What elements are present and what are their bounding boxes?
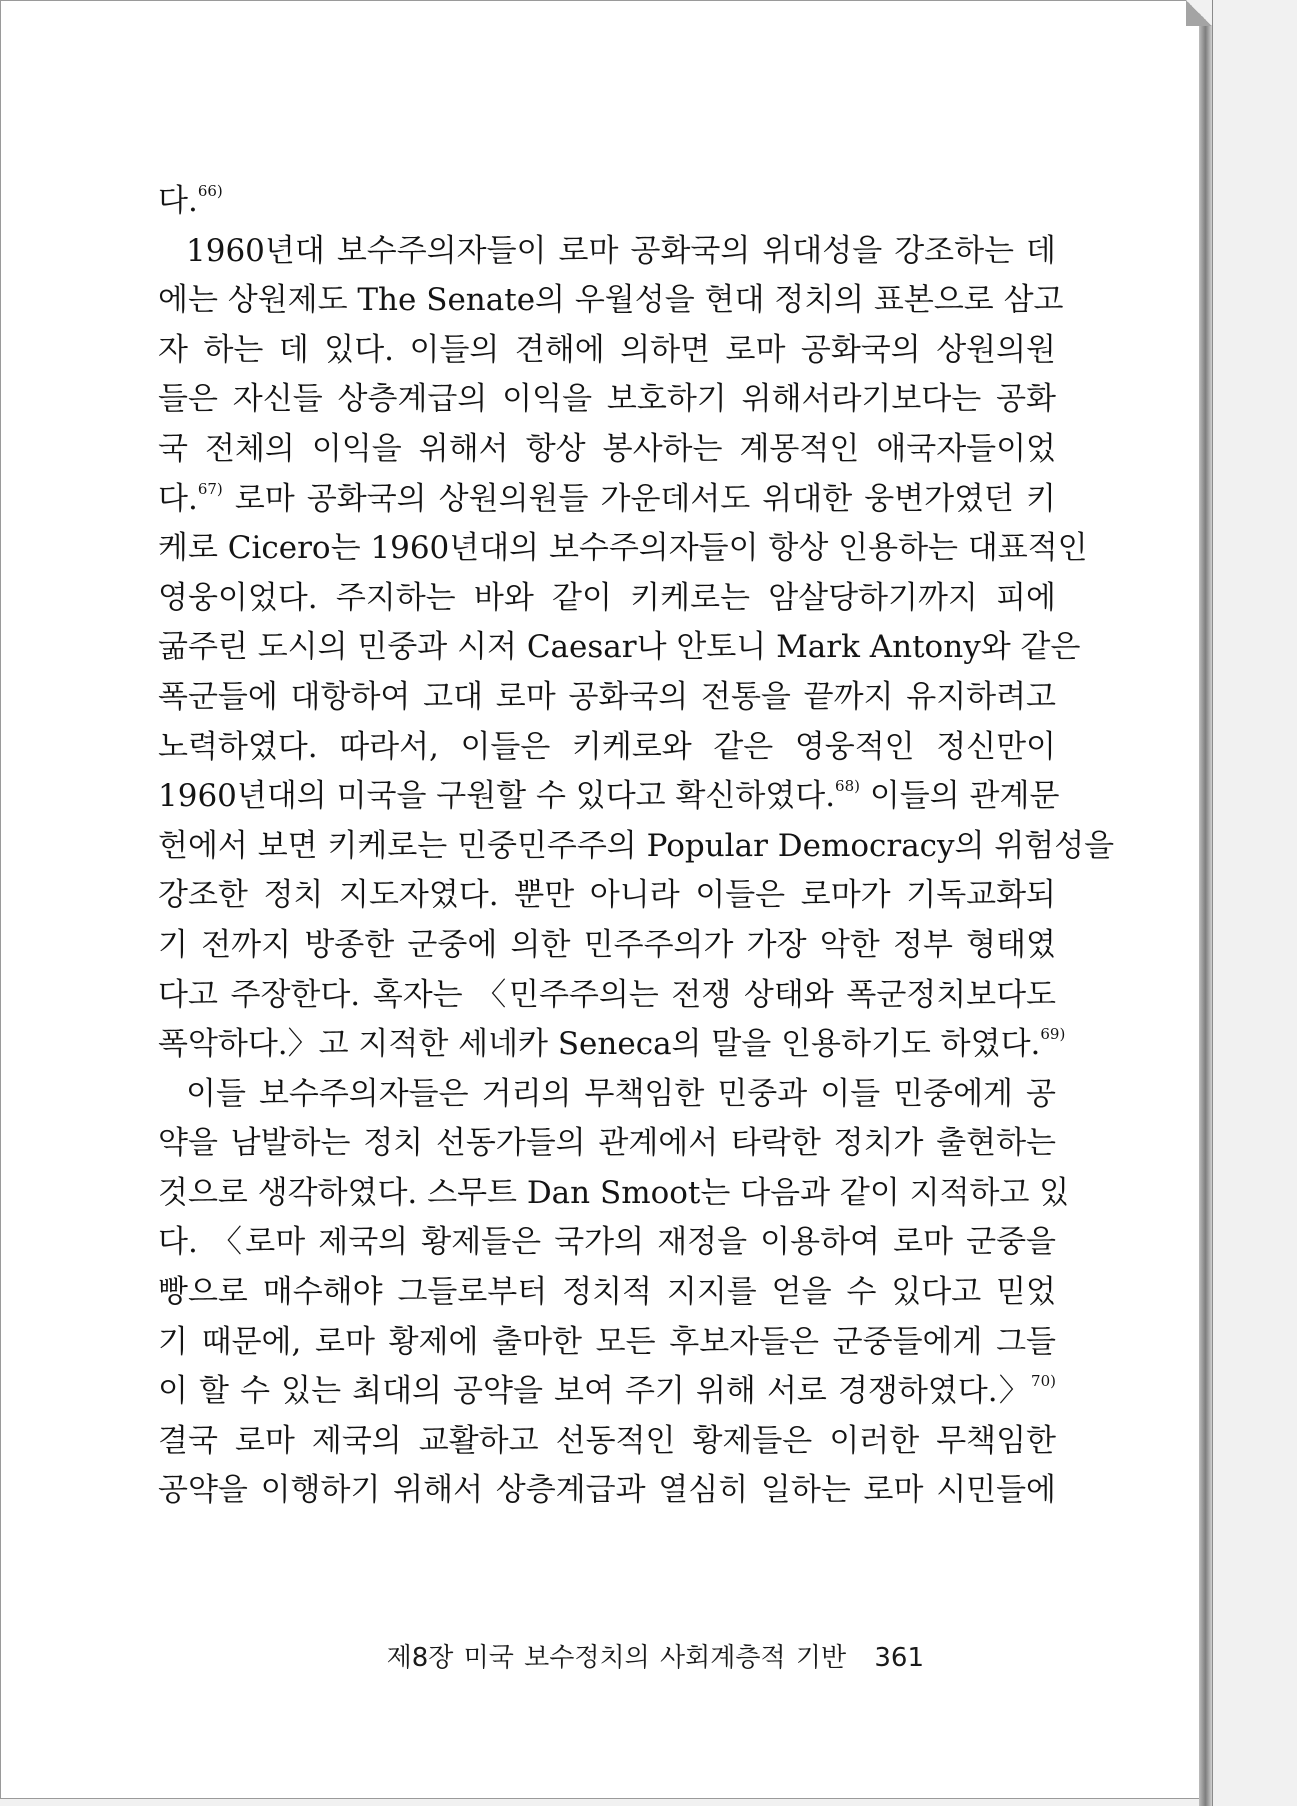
text-line: 1960년대의 미국을 구원할 수 있다고 확신하였다.$^{68)}$ 이들의 관계문 xyxy=(158,777,1060,815)
text-line: 빵으로 매수해야 그들로부터 정치적 지지를 얻을 수 있다고 믿었 xyxy=(158,1274,1056,1311)
page-edge xyxy=(1199,0,1213,1806)
text-line: 공약을 이행하기 위해서 상층계급과 열심히 일하는 로마 시민들에 xyxy=(158,1472,1056,1509)
text-line: 기 때문에, 로마 황제에 출마한 모든 후보자들은 군중들에게 그들 xyxy=(158,1323,1056,1360)
text-line: 이들 보수주의자들은 거리의 무책임한 민중과 이들 민중에게 공 xyxy=(186,1075,1056,1112)
text-line: 다.$^{67)}$ 로마 공화국의 상원의원들 가운데서도 위대한 웅변가였던 키 xyxy=(158,479,1056,517)
text-line: 케로 Cicero는 1960년대의 보수주의자들이 항상 인용하는 대표적인 xyxy=(158,530,1088,567)
text-line: 헌에서 보면 키케로는 민중민주주의 Popular Democracy의 위험성을 xyxy=(158,827,1115,864)
text-line: 다.$^{66)}$ xyxy=(158,182,223,219)
text-line: 이 할 수 있는 최대의 공약을 보여 주기 위해 서로 경쟁하였다.〉$^{70)}$ xyxy=(158,1372,1056,1410)
chapter-title: 미국 보수정치의 사회계층적 기반 xyxy=(463,1643,847,1673)
text-line: 폭군들에 대항하여 고대 로마 공화국의 전통을 끝까지 유지하려고 xyxy=(158,678,1056,715)
text-line: 국 전체의 이익을 위해서 항상 봉사하는 계몽적인 애국자들이었 xyxy=(158,430,1056,467)
footnote-marker: 69) xyxy=(1040,1025,1066,1044)
text-line: 강조한 정치 지도자였다. 뿐만 아니라 이들은 로마가 기독교화되 xyxy=(158,877,1056,914)
text-line: 다. 〈로마 제국의 황제들은 국가의 재정을 이용하여 로마 군중을 xyxy=(158,1224,1056,1261)
footnote-marker: 66) xyxy=(197,182,223,200)
text-line: 노력하였다. 따라서, 이들은 키케로와 같은 영웅적인 정신만이 xyxy=(158,728,1056,765)
text-line: 약을 남발하는 정치 선동가들의 관계에서 타락한 정치가 출현하는 xyxy=(158,1125,1056,1162)
text-line: 1960년대 보수주의자들이 로마 공화국의 위대성을 강조하는 데 xyxy=(186,232,1056,269)
page-number: 361 xyxy=(874,1643,924,1673)
body-text xyxy=(158,177,1115,1516)
footnote-marker: 67) xyxy=(197,479,223,498)
text-line: 굶주린 도시의 민중과 시저 Caesar나 안토니 Mark Antony와 같은 xyxy=(158,629,1081,666)
footnote-marker: 68) xyxy=(835,777,860,796)
text-line: 들은 자신들 상층계급의 이익을 보호하기 위해서라기보다는 공화 xyxy=(158,381,1056,418)
text-line: 영웅이었다. 주지하는 바와 같이 키케로는 암살당하기까지 피에 xyxy=(158,579,1056,616)
chapter-label: 제8장 xyxy=(386,1643,454,1673)
text-line: 자 하는 데 있다. 이들의 견해에 의하면 로마 공화국의 상원의원 xyxy=(158,331,1056,368)
text-line: 것으로 생각하였다. 스무트 Dan Smoot는 다음과 같이 지적하고 있 xyxy=(158,1174,1070,1211)
text-line: 에는 상원제도 The Senate의 우월성을 현대 정치의 표본으로 삼고 xyxy=(158,282,1064,319)
text-line: 폭악하다.〉고 지적한 세네카 Seneca의 말을 인용하기도 하였다.$^{69)}$ xyxy=(158,1025,1066,1063)
running-footer xyxy=(387,1637,924,1674)
footnote-marker: 70) xyxy=(1031,1372,1056,1391)
text-line: 기 전까지 방종한 군중에 의한 민주주의가 가장 악한 정부 형태였 xyxy=(158,926,1056,963)
page-corner-fold xyxy=(1186,0,1212,26)
text-line: 결국 로마 제국의 교활하고 선동적인 황제들은 이러한 무책임한 xyxy=(158,1422,1056,1459)
text-line: 다고 주장한다. 혹자는 〈민주주의는 전쟁 상태와 폭군정치보다도 xyxy=(158,976,1056,1013)
